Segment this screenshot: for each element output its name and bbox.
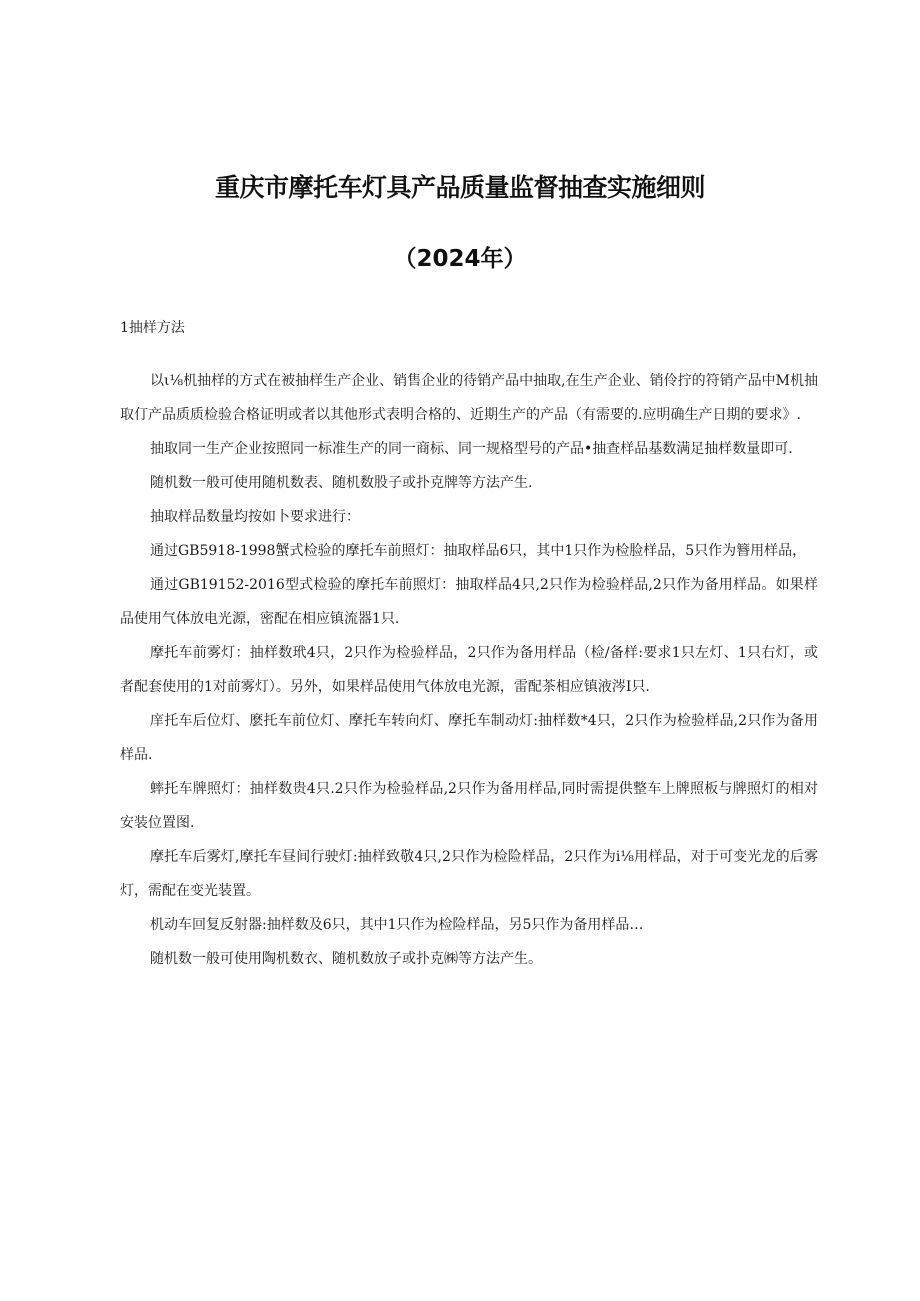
paragraph: 机动车回复反射器:抽样数及6只，其中1只作为检险样品，另5只作为备用样品… xyxy=(150,917,644,933)
paragraph: 随机数一般可使用陶机数衣、随机数放子或扑克㈱等方法产生。 xyxy=(150,951,542,967)
paragraph: 以ι⅛机抽样的方式在被抽样生产企业、销售企业的待销产品中抽取,在生产企业、销伶拧的符销产品中M机抽取仃产品质质检验合格证明或者以其他形式表明合格的、近期生产的产品（有需要的.应明确生产日期的要求》. xyxy=(120,373,818,423)
document-title: 重庆市摩托车灯具产品质量监督抽查实施细则 xyxy=(214,173,705,202)
paragraph: 庠托车后位灯、麽托车前位灯、摩托车转向灯、摩托车制动灯:抽样数*4只，2只作为检验样品,2只作为备用样品. xyxy=(120,713,818,763)
paragraph: 通过GB5918-1998蟹式检验的摩托车前照灯：抽取样品6只，其中1只作为检脸样品，5只作为簪用样品， xyxy=(150,543,807,559)
paragraph: 摩托车前雾灯：抽样数玳4只，2只作为检验样品，2只作为备用样品（检/备样:要求1只左灯、1只右灯，或者配套使用的1对前雾灯）。另外，如果样品使用气体放电光源，雷配茶相应镇液涔Ι只. xyxy=(120,645,818,695)
paragraph: 摩托车后雾灯,摩托车昼间行驶灯:抽样致敬4只,2只作为检险样品，2只作为i⅛用样品，对于可变光龙的后雾灯，需配在变光装置。 xyxy=(120,849,818,899)
document-body xyxy=(120,364,818,976)
section-heading: 1抽样方法 xyxy=(120,320,185,336)
paragraph: 抽取样品数量均按如卜要求进行： xyxy=(150,509,360,525)
paragraph: 随机数一般可使用随机数表、随机数股子或扑克牌等方法产生. xyxy=(150,475,533,491)
paragraph: 抽取同一生产企业按照同一标准生产的同一商标、同一规格型号的产品•抽查样品基数满足抽样数量即可. xyxy=(150,441,793,457)
document-subtitle: （2024年） xyxy=(393,246,527,272)
paragraph: 通过GB19152-2016型式检验的摩托车前照灯：抽取样品4只,2只作为检验样品,2只作为备用样品。如果样品使用气体放电光源，密配在相应镇流器1只. xyxy=(120,577,818,627)
paragraph: 蟀托车牌照灯：抽样数贵4只.2只作为检验样品,2只作为备用样品,同时需提供整车上牌照板与牌照灯的相对安装位置图. xyxy=(120,781,818,831)
